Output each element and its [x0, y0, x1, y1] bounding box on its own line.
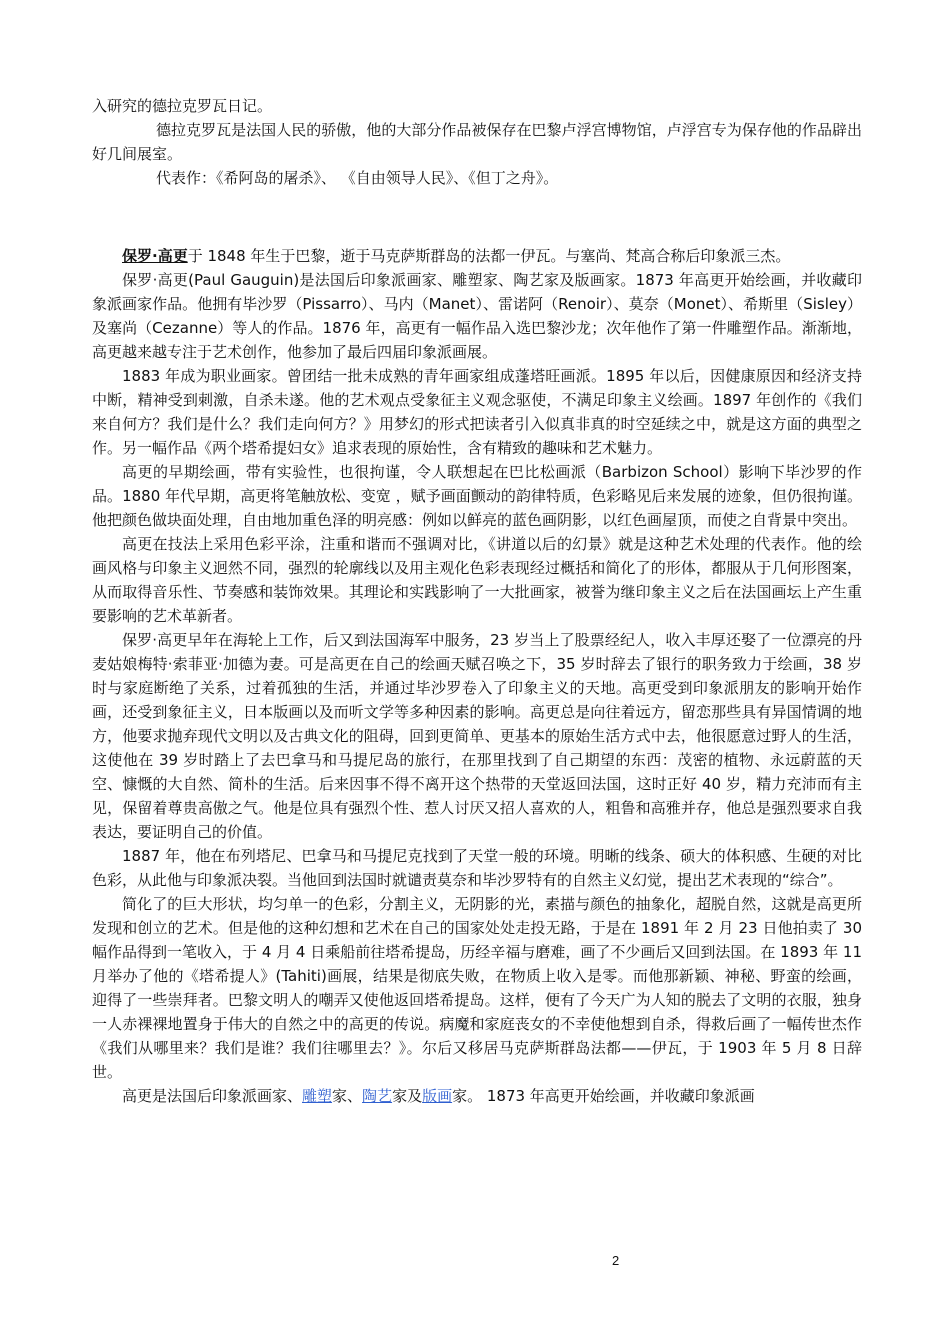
text-run: 家及	[392, 1087, 423, 1105]
paragraph	[92, 1084, 862, 1108]
paragraph: 1887 年，他在布列塔尼、巴拿马和马提尼克找到了天堂一般的环境。明晰的线条、硕大的体积感、生硬的对比色彩，从此他与印象派决裂。当他回到法国时就谴责莫奈和毕沙罗特有的自然主义幻觉，提出艺术表现的“综合”。	[92, 847, 862, 889]
text-run: 高更是法国后印象派画家、	[122, 1087, 303, 1105]
paragraph: 1883 年成为职业画家。曾团结一批未成熟的青年画家组成蓬塔旺画派。1895 年以后，因健康原因和经济支持中断，精神受到刺激，自杀未遂。他的艺术观点受象征主义观念驱使，不满足印象主义绘画。1897 年创作的《我们来自何方？我们是什么？我们走向何方？》用梦幻的形式把读者引入似真非真的时空延续之中，就是这方面的典型之作。另一幅作品《两个塔希提妇女》追求表现的原始性，含有精致的趣味和艺术魅力。	[92, 367, 862, 457]
link-printmaking[interactable]: 版画	[422, 1087, 453, 1105]
link-sculpture[interactable]: 雕塑	[302, 1087, 333, 1105]
paragraph: 入研究的德拉克罗瓦日记。	[92, 97, 273, 115]
text-run: 家。 1873 年高更开始绘画，并收藏印象派画	[452, 1087, 755, 1105]
paragraph: 保罗·高更(Paul Gauguin)是法国后印象派画家、雕塑家、陶艺家及版画家。1873 年高更开始绘画，并收藏印象派画家作品。他拥有毕沙罗（Pissarro）、马内（Manet）、雷诺阿（Renoir）、莫奈（Monet）、希斯里（Sisley）及塞尚（Cezanne）等人的作品。1876 年，高更有一幅作品入选巴黎沙龙；次年他作了第一件雕塑作品。渐渐地，高更越来越专注于艺术创作，他参加了最后四届印象派画展。	[92, 271, 862, 361]
text-run: 家、	[332, 1087, 363, 1105]
paragraph: 德拉克罗瓦是法国人民的骄傲，他的大部分作品被保存在巴黎卢浮宫博物馆，卢浮宫专为保存他的作品辟出好几间展室。	[92, 121, 862, 163]
paragraph: 保罗·高更早年在海轮上工作，后又到法国海军中服务，23 岁当上了股票经纪人，收入丰厚还娶了一位漂亮的丹麦姑娘梅特·索菲亚·加德为妻。可是高更在自己的绘画天赋召唤之下，35 岁时辞去了银行的职务致力于绘画，38 岁时与家庭断绝了关系，过着孤独的生活，并通过毕沙罗卷入了印象主义的天地。高更受到印象派朋友的影响开始作画，还受到象征主义，日本版画以及而听文学等多种因素的影响。高更总是向往着远方，留恋那些具有异国情调的地方，他要求抛弃现代文明以及古典文化的阻碍，回到更简单、更基本的原始生活方式中去，他很愿意过野人的生活，这使他在 39 岁时踏上了去巴拿马和马提尼岛的旅行，在那里找到了自己期望的东西：茂密的植物、永远蔚蓝的天空、慷慨的大自然、简朴的生活。后来因事不得不离开这个热带的天堂返回法国，这时正好 40 岁，精力充沛而有主见，保留着尊贵高傲之气。他是位具有强烈个性、惹人讨厌又招人喜欢的人，粗鲁和高雅并存，他总是强烈要求自我表达，要证明自己的价值。	[92, 631, 862, 841]
link-ceramics[interactable]: 陶艺	[362, 1087, 393, 1105]
text-block-gauguin	[92, 244, 862, 1108]
paragraph	[92, 244, 862, 268]
paragraph: 高更在技法上采用色彩平涂，注重和谐而不强调对比，《讲道以后的幻景》就是这种艺术处理的代表作。他的绘画风格与印象主义迥然不同，强烈的轮廓线以及用主观化色彩表现经过概括和简化了的形体，都服从于几何形图案，从而取得音乐性、节奏感和装饰效果。其理论和实践影响了一大批画家，被誉为继印象主义之后在法国画坛上产生重要影响的艺术革新者。	[92, 535, 862, 625]
paragraph: 简化了的巨大形状，均匀单一的色彩，分割主义，无阴影的光，素描与颜色的抽象化，超脱自然，这就是高更所发现和创立的艺术。但是他的这种幻想和艺术在自己的国家处处走投无路，于是在 1891 年 2 月 23 日他拍卖了 30 幅作品得到一笔收入，于 4 月 4 日乘船前往塔希提岛，历经辛福与磨难，画了不少画后又回到法国。在 1893 年 11 月举办了他的《塔希提人》(Tahiti)画展，结果是彻底失败，在物质上收入是零。而他那新颖、神秘、野蛮的绘画，迎得了一些崇拜者。巴黎文明人的嘲弄又使他返回塔希提岛。这样，便有了今天广为人知的脱去了文明的衣服，独身一人赤裸裸地置身于伟大的自然之中的高更的传说。病魔和家庭丧女的不幸使他想到自杀，得救后画了一幅传世杰作《我们从哪里来？我们是谁？我们往哪里去？》。尔后又移居马克萨斯群岛法都——伊瓦，于 1903 年 5 月 8 日辞世。	[92, 895, 862, 1081]
text-block-delacroix	[92, 94, 862, 190]
intro-text: 于 1848 年生于巴黎，逝于马克萨斯群岛的法都一伊瓦。与塞尚、梵高合称后印象派三杰。	[187, 247, 791, 265]
paragraph: 代表作：《希阿岛的屠杀》、 《自由领导人民》、《但丁之舟》。	[156, 169, 559, 187]
page-number: 2	[612, 1253, 620, 1268]
artist-name: 保罗·高更	[122, 247, 188, 265]
paragraph: 高更的早期绘画，带有实验性，也很拘谨，令人联想起在巴比松画派（Barbizon School）影响下毕沙罗的作品。1880 年代早期，高更将笔触放松、变宽 ，赋予画面颤动的韵律特质，色彩略见后来发展的迹象，但仍很拘谨。他把颜色做块面处理，自由地加重色泽的明亮感：例如以鲜亮的蓝色画阴影，以红色画屋顶，而使之自背景中突出。	[92, 463, 862, 529]
